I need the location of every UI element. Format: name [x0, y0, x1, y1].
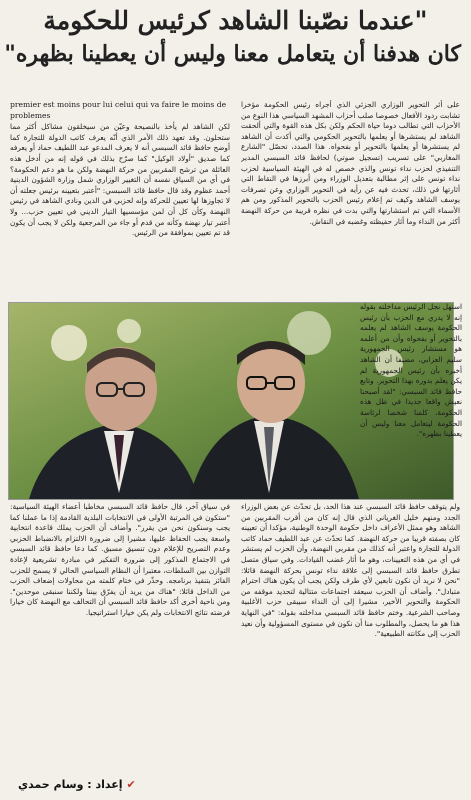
article-paragraph: لكن الشاهد لم يأخذ بالنصيحة وعيّن من سيخلقون مشاكل أكثر مما ستحلون. وقد تعهد ذلك الأمر الذي أنّه يعرف كاتب الدولة للتجارة كما أوضح حافظ قائد السبسي أنه لا يعرف المدعو عبد اللطيف حماد أو يعرفه كما صديق "أولاد الوكيل" كما صرّح بذلك في قوله إنه من أدخل هذه العائلة من ترشح المقربين من حركة النهضة ولكن ما هو دعم الحكومة؟ في أي من السياق نفسه أن التغيير الوزاري شمل وزارة الشؤون الدينية أحمد عظوم وقد قال حافظ قائد السبسي: "أعتبر بتعيينه برئيس جعلته أن لا تجاوزها لها تعيين للحركة وإنه لحزبي في الدين ونادي الشاهد في رئيس النهضة وكأن كل أن لمن مؤسسيها التيار الديني في تعيين حزب... ولا أعتبر تيار نهضة وكأنه من قدم أو جاء من المرجعية ولكن لا يجب أن يكون قد تم تعيين بموافقة من الرئيس.	[10, 122, 230, 238]
article-paragraph: ولم يتوقف حافظ قائد السبسي عند هذا الحد، بل تحدّث عن بعض الوزراء الجدد ومنهم خليل الغرياني الذي قال إنه كان من أقرب المقربين من الشاهد وهو ممثل الأعراف داخل حكومة الوحدة الوطنية، مؤكدا أن تعيينه كان بصفته قريبا من حركة النهضة. كما تحدّث عن عبد اللطيف حماد كاتب الدولة للتجارة واعتبر أنه كذلك من مقربي النهضة، وأن الحزب لم يستشر في أي من هذه التعيينات، وهو ما أثار غضب القيادات. وفي سياق متصل تطرق حافظ قائد السبسي إلى علاقة نداء تونس بحركة النهضة قائلا: "نحن لا نريد أن نكون تابعين لأي طرف ولكن يجب أن يكون هناك احترام متبادل". وأضاف أن الحزب سيعقد اجتماعات متتالية لتحديد موقفه من الحكومة والتحوير الأخير، مشيرا إلى أن النداء سيبقى حزب الأغلبية وصاحب الشرعية. وختم حافظ قائد السبسي مداخلته بقوله: "في النهاية هذا هو ما يحصل، والمطلوب منا أن نكون في مستوى المسؤولية وأن نعيد الحزب إلى مكانته الطبيعية".	[241, 502, 460, 639]
headline-line-1: "عندما نصّبنا الشاهد كرئيس للحكومة	[43, 6, 428, 35]
article-paragraph: استهل نجل الرئيس مداخلته بقوله إنه لا يدري مع الحزب بأن رئيس الحكومة يوسف الشاهد لم يعلمه بالتحوير أو بفحواه وأن من أعلمه هو مستشار رئيس الجمهورية سليم العزابي، مضيفا أن الشاهد أخبره بأن رئيس الجمهورية لم يكن يعلم بدوره بهذا التحوير. وتابع حافظ قائد السبسي: "لقد أصبحنا نعيش واقعا جديدا في ظل هذه الحكومة، كلفنا شخصا لرئاسة الحكومة ليتعامل معنا وليس أن يعطينا بظهره".	[360, 302, 462, 439]
article-column-left-bottom	[10, 502, 230, 772]
byline	[18, 778, 136, 791]
article-column-left-top	[10, 100, 230, 300]
french-quote: premier est moins pour lui celui qui va faire le moins de problemes	[10, 100, 227, 120]
article-column-right-top	[241, 100, 460, 300]
article-paragraph: على أثر التحوير الوزاري الجزئي الذي أجراه رئيس الحكومة مؤخرا تشابت ردود الأفعال خصوصا صلب أحزاب المشهد السياسي هذا النوع من الأحزاب التي تطالب دوما حياة الحكم ولكن بكل هذه القوة والتي ألحقت الشاهد لم يستشرها أو يعلمها بالتحوير الحكومي والتي أكدت أن الشاهد لم يستشرها أو يعلمها بالتحوير أو بفحواه. هذا الصدد، تحصّل "الشارع المغاربي" على تسريب (تسجيل صوتي) لحافظ قائد السبسي المدير التنفيذي لحزب نداء تونس والذي خصص له في الهيئة السياسية لحزب نداء تونس على إثر مطالبة بتعديل الوزراء ومن أبرزها في النقاط التي أثارتها في ذلك، تحدث فيه عن رأيه في التحوير الوزاري وعن تصرفات يوسف الشاهد وكيف تم إعلام رئيس الحزب بالتحوير المذكور ومن هم الأسماء التي تم استشارتها والتي بدت في نظره قريبة من حركة النهضة أكثر من النداء وما أثار حفيظته وغضبه في النقاش.	[241, 100, 460, 226]
checkmark-icon: ✔	[126, 778, 136, 791]
article-column-right-bottom	[241, 502, 460, 787]
byline-text: إعداد : وسام حمدي	[18, 778, 123, 791]
headline-line-2: كان هدفنا أن يتعامل معنا وليس أن يعطينا بظهره"	[4, 41, 461, 67]
headline	[4, 6, 461, 68]
article-column-right-middle	[360, 302, 462, 498]
article-paragraph: في سياق آخر، قال حافظ قائد السبسي مخاطبا أعضاء الهيئة السياسية: "ستكون في المرتبة الأولى في الانتخابات البلدية القادمة إذا ما عملنا كما يجب وسنكون نحن من يقرر". وأضاف أن الحزب يملك قاعدة انتخابية واسعة يجب الحفاظ عليها، مشيرا إلى ضرورة الالتزام بالانضباط الحزبي وعدم التصريح للإعلام دون تنسيق مسبق. كما دعا حافظ قائد السبسي في الاجتماع المذكور إلى ضرورة التفكير في مبادرة تشريعية لإعادة التوازن بين السلطات، معتبرا أن النظام السياسي الحالي لا يسمح للحزب الفائز بتنفيذ برنامجه. وحذّر في ختام كلمته من محاولات إضعاف الحزب من الداخل قائلا: "هناك من يريد أن يفرّق بيننا ولكننا سنبقى موحدين". ومن ناحية أخرى أكد حافظ قائد السبسي أن التحالف مع النهضة كان خيارا فرضته نتائج الانتخابات ولم يكن خيارا استراتيجيا.	[10, 502, 230, 617]
